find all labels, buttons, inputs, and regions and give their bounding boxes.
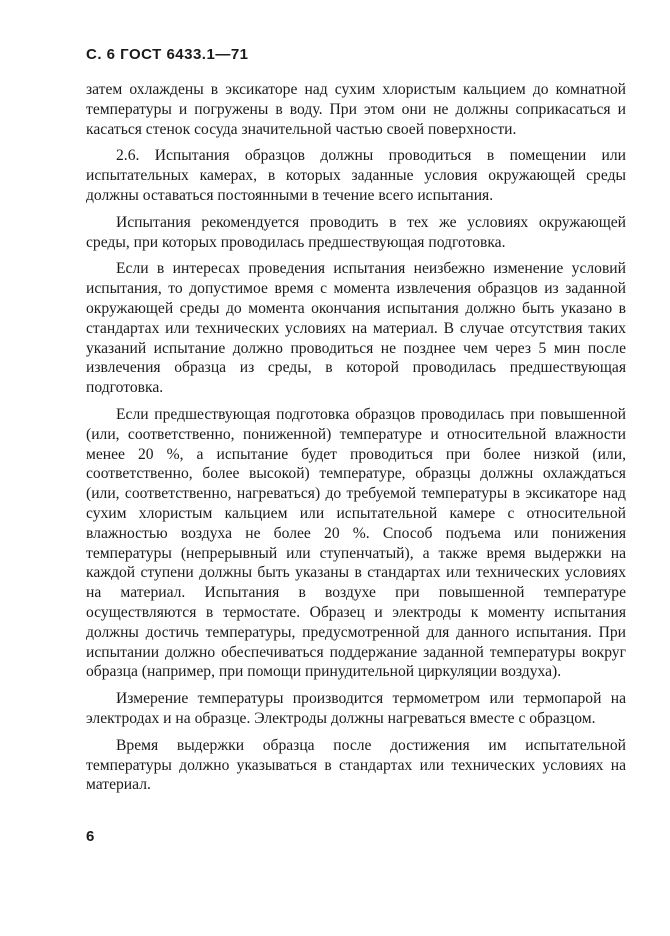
paragraph-continuation: затем охлаждены в эксикаторе над сухим хлористым кальцием до комнатной температуры и погружены в воду. При этом они не должны соприкасаться и касаться стенок сосуда значительной частью своей поверхности. [86, 81, 626, 138]
paragraph-holding-time: Время выдержки образца после достижения им испытательной температуры должно указываться в стандартах или технических условиях на материал. [86, 736, 626, 794]
paragraph-preconditioning: Если предшествующая подготовка образцов проводилась при повышенной (или, соответственно, пониженной) температуре и относительной влажности менее 20 %, а испытание будет проводиться при более низкой (или, соответственно, более высокой) температуре, образцы должны охлаждаться (или, соответственно, нагреваться) до требуемой температуры в эксикаторе над сухим хлористым кальцием или испытательной камере с относительной влажностью воздуха не более 20 %. Способ подъема или понижения температуры (непрерывный или ступенчатый), а также время выдержки на каждой ступени должны быть указаны в стандартах или технических условиях на материал. Испытания в воздухе при повышенной температуре осуществляются в термостате. Образец и электроды к моменту испытания должны достичь температуры, предусмотренной для данного испытания. При испытании должно обеспечиваться поддержание заданной температуры вокруг образца (например, при помощи принудительной циркуляции воздуха). [86, 405, 626, 681]
paragraph-clause-2-6: 2.6. Испытания образцов должны проводиться в помещении или испытательных камерах, в которых заданные условия окружающей среды должны оставаться постоянными в течение всего испытания. [86, 147, 626, 204]
paragraph-recommendation: Испытания рекомендуется проводить в тех же условиях окружающей среды, при которых проводилась предшествующая подготовка. [86, 213, 626, 251]
page-number: 6 [86, 828, 95, 845]
paragraph-temperature-measurement: Измерение температуры производится термометром или термопарой на электродах и на образце. Электроды должны нагреваться вместе с образцом. [86, 690, 626, 727]
running-header: С. 6 ГОСТ 6433.1—71 [86, 46, 249, 63]
document-body [86, 80, 626, 795]
paragraph-condition-change: Если в интересах проведения испытания неизбежно изменение условий испытания, то допустимое время с момента извлечения образцов из заданной окружающей среды до момента окончания испытания должно быть указано в стандартах или технических условиях на материал. В случае отсутствия таких указаний испытание должно проводиться не позднее чем через 5 мин после извлечения образца из среды, в которой проводилась предшествующая подготовка. [86, 260, 626, 397]
